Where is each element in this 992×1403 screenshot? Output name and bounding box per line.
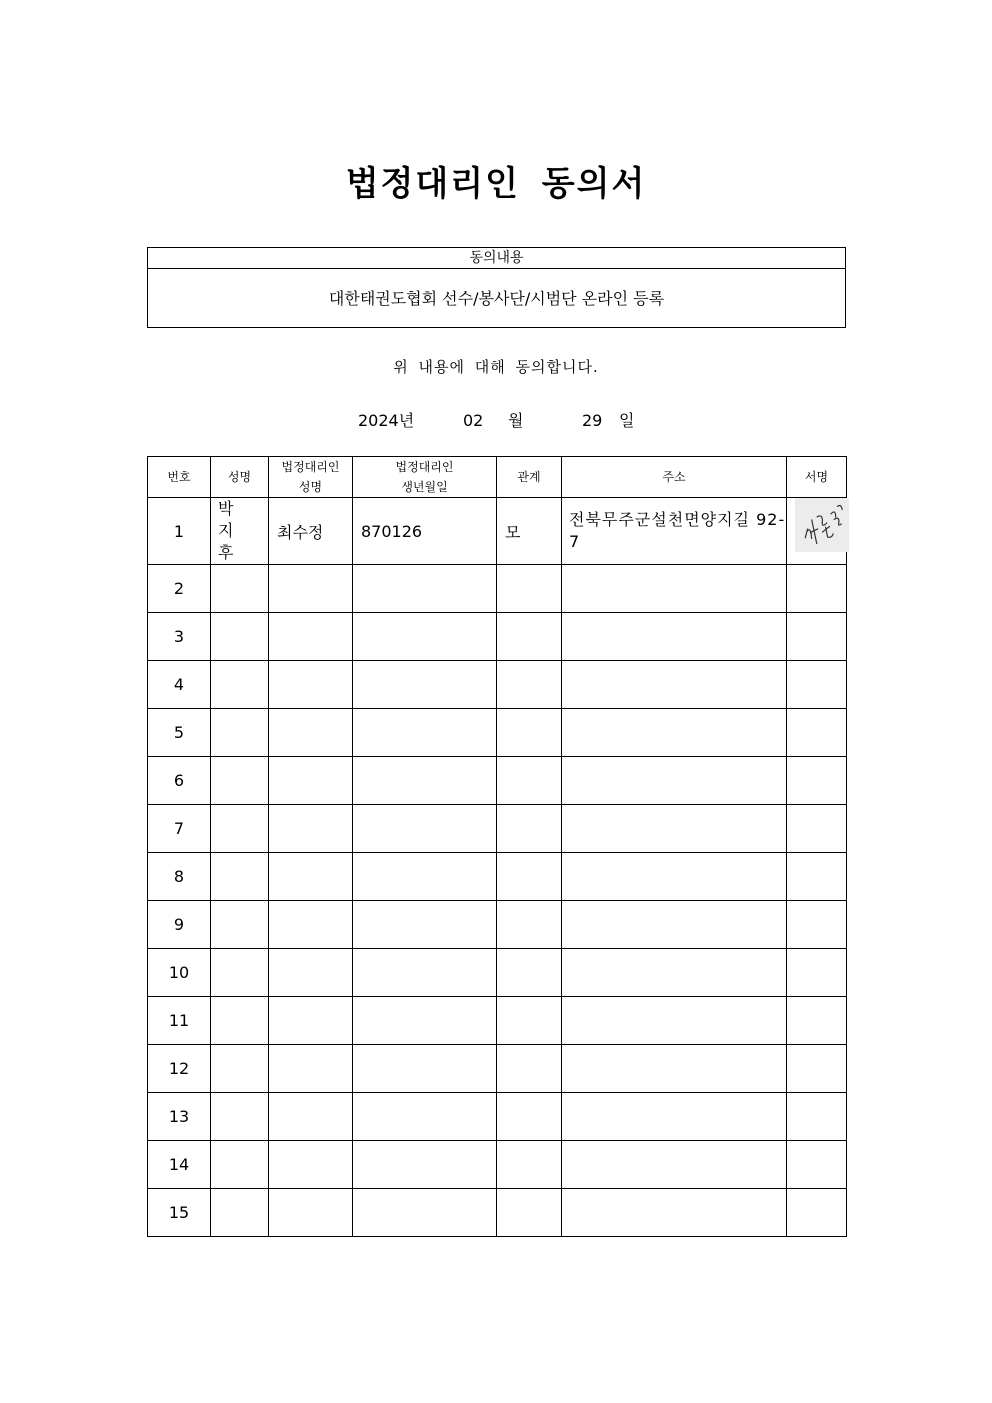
- row-address: [562, 949, 787, 997]
- header-number: 번호: [148, 457, 211, 498]
- row-number: 8: [148, 853, 211, 901]
- row-guardian-name: [269, 853, 353, 901]
- row-guardian-birth: [353, 757, 497, 805]
- row-relation: [497, 805, 562, 853]
- table-row: [148, 1141, 847, 1189]
- row-signature: [787, 498, 847, 565]
- row-guardian-name: [269, 901, 353, 949]
- row-number: 5: [148, 709, 211, 757]
- row-number: 1: [148, 498, 211, 565]
- table-row: [148, 757, 847, 805]
- row-address: [562, 853, 787, 901]
- row-relation: [497, 565, 562, 613]
- header-guardian-birth: 법정대리인 생년월일: [353, 457, 497, 498]
- table-row: [148, 498, 847, 565]
- consent-header: 동의내용: [148, 248, 845, 269]
- row-number: 13: [148, 1093, 211, 1141]
- row-name: [211, 757, 269, 805]
- row-name: [211, 1045, 269, 1093]
- row-number: 11: [148, 997, 211, 1045]
- table-row: [148, 1093, 847, 1141]
- row-guardian-birth: [353, 1189, 497, 1237]
- row-number: 9: [148, 901, 211, 949]
- row-signature: [787, 1141, 847, 1189]
- agreement-statement: 위 내용에 대해 동의합니다.: [393, 358, 599, 376]
- row-signature: [787, 901, 847, 949]
- row-guardian-name: [269, 613, 353, 661]
- row-signature: [787, 709, 847, 757]
- row-name: [211, 1189, 269, 1237]
- header-name: 성명: [211, 457, 269, 498]
- row-signature: [787, 949, 847, 997]
- table-row: [148, 709, 847, 757]
- row-name: [211, 997, 269, 1045]
- date-year: 2024년: [358, 411, 415, 430]
- consent-box: [147, 247, 846, 328]
- row-relation: 모: [497, 498, 562, 565]
- row-address: [562, 661, 787, 709]
- row-guardian-birth: [353, 1045, 497, 1093]
- row-number: 3: [148, 613, 211, 661]
- row-number: 10: [148, 949, 211, 997]
- row-relation: [497, 1141, 562, 1189]
- row-name: [211, 661, 269, 709]
- row-address: [562, 757, 787, 805]
- row-relation: [497, 1189, 562, 1237]
- row-address: [562, 709, 787, 757]
- row-guardian-name: [269, 805, 353, 853]
- table-row: [148, 661, 847, 709]
- date-day: 29: [582, 411, 603, 430]
- row-number: 4: [148, 661, 211, 709]
- row-guardian-birth: [353, 1141, 497, 1189]
- row-relation: [497, 613, 562, 661]
- row-address: [562, 613, 787, 661]
- row-guardian-birth: [353, 853, 497, 901]
- date-month-label: 월: [508, 411, 524, 430]
- date-day-label: 일: [619, 411, 635, 430]
- table-row: [148, 1045, 847, 1093]
- row-guardian-birth: [353, 949, 497, 997]
- row-guardian-name: [269, 949, 353, 997]
- row-number: 14: [148, 1141, 211, 1189]
- row-name: [211, 1141, 269, 1189]
- date-month: 02: [463, 411, 484, 430]
- row-guardian-name: 최수정: [269, 498, 353, 565]
- row-name: [211, 805, 269, 853]
- row-address: [562, 1189, 787, 1237]
- row-signature: [787, 997, 847, 1045]
- table-header-row: [148, 457, 847, 498]
- row-address: 전북무주군설천면양지길 92-7: [562, 498, 787, 565]
- row-relation: [497, 1045, 562, 1093]
- row-name: [211, 1093, 269, 1141]
- row-guardian-birth: [353, 613, 497, 661]
- row-guardian-birth: [353, 709, 497, 757]
- row-name: 박지후: [211, 498, 269, 565]
- row-number: 15: [148, 1189, 211, 1237]
- row-guardian-name: [269, 757, 353, 805]
- table-row: [148, 997, 847, 1045]
- document-title: 법정대리인 동의서: [345, 164, 647, 204]
- row-signature: [787, 1189, 847, 1237]
- row-address: [562, 1093, 787, 1141]
- row-guardian-name: [269, 709, 353, 757]
- row-address: [562, 997, 787, 1045]
- row-guardian-birth: [353, 565, 497, 613]
- row-signature: [787, 661, 847, 709]
- row-guardian-birth: [353, 997, 497, 1045]
- row-name: [211, 565, 269, 613]
- row-guardian-name: [269, 1189, 353, 1237]
- table-row: [148, 1189, 847, 1237]
- row-number: 7: [148, 805, 211, 853]
- row-relation: [497, 901, 562, 949]
- row-signature: [787, 1093, 847, 1141]
- row-signature: [787, 565, 847, 613]
- row-relation: [497, 661, 562, 709]
- row-guardian-birth: 870126: [353, 498, 497, 565]
- row-number: 12: [148, 1045, 211, 1093]
- table-row: [148, 853, 847, 901]
- table-row: [148, 613, 847, 661]
- row-guardian-birth: [353, 1093, 497, 1141]
- row-name: [211, 949, 269, 997]
- consent-body: 대한태권도협회 선수/봉사단/시범단 온라인 등록: [328, 289, 665, 308]
- row-name: [211, 853, 269, 901]
- row-address: [562, 901, 787, 949]
- row-number: 6: [148, 757, 211, 805]
- row-address: [562, 1141, 787, 1189]
- row-address: [562, 565, 787, 613]
- row-guardian-name: [269, 997, 353, 1045]
- table-row: [148, 805, 847, 853]
- header-signature: 서명: [787, 457, 847, 498]
- row-address: [562, 1045, 787, 1093]
- row-signature: [787, 853, 847, 901]
- row-signature: [787, 805, 847, 853]
- header-guardian-name: 법정대리인 성명: [269, 457, 353, 498]
- row-number: 2: [148, 565, 211, 613]
- row-signature: [787, 1045, 847, 1093]
- table-row: [148, 949, 847, 997]
- table-row: [148, 901, 847, 949]
- row-relation: [497, 709, 562, 757]
- row-guardian-birth: [353, 901, 497, 949]
- header-address: 주소: [562, 457, 787, 498]
- row-signature: [787, 613, 847, 661]
- row-guardian-name: [269, 1093, 353, 1141]
- row-name: [211, 613, 269, 661]
- row-guardian-name: [269, 565, 353, 613]
- row-relation: [497, 949, 562, 997]
- row-name: [211, 709, 269, 757]
- row-guardian-birth: [353, 661, 497, 709]
- header-relation: 관계: [497, 457, 562, 498]
- row-name: [211, 901, 269, 949]
- guardian-table: [147, 456, 847, 1237]
- table-row: [148, 565, 847, 613]
- row-relation: [497, 997, 562, 1045]
- row-relation: [497, 757, 562, 805]
- row-guardian-name: [269, 661, 353, 709]
- row-signature: [787, 757, 847, 805]
- row-guardian-name: [269, 1045, 353, 1093]
- row-relation: [497, 853, 562, 901]
- row-address: [562, 805, 787, 853]
- row-guardian-name: [269, 1141, 353, 1189]
- handwritten-signature: [795, 498, 849, 552]
- row-guardian-birth: [353, 805, 497, 853]
- row-relation: [497, 1093, 562, 1141]
